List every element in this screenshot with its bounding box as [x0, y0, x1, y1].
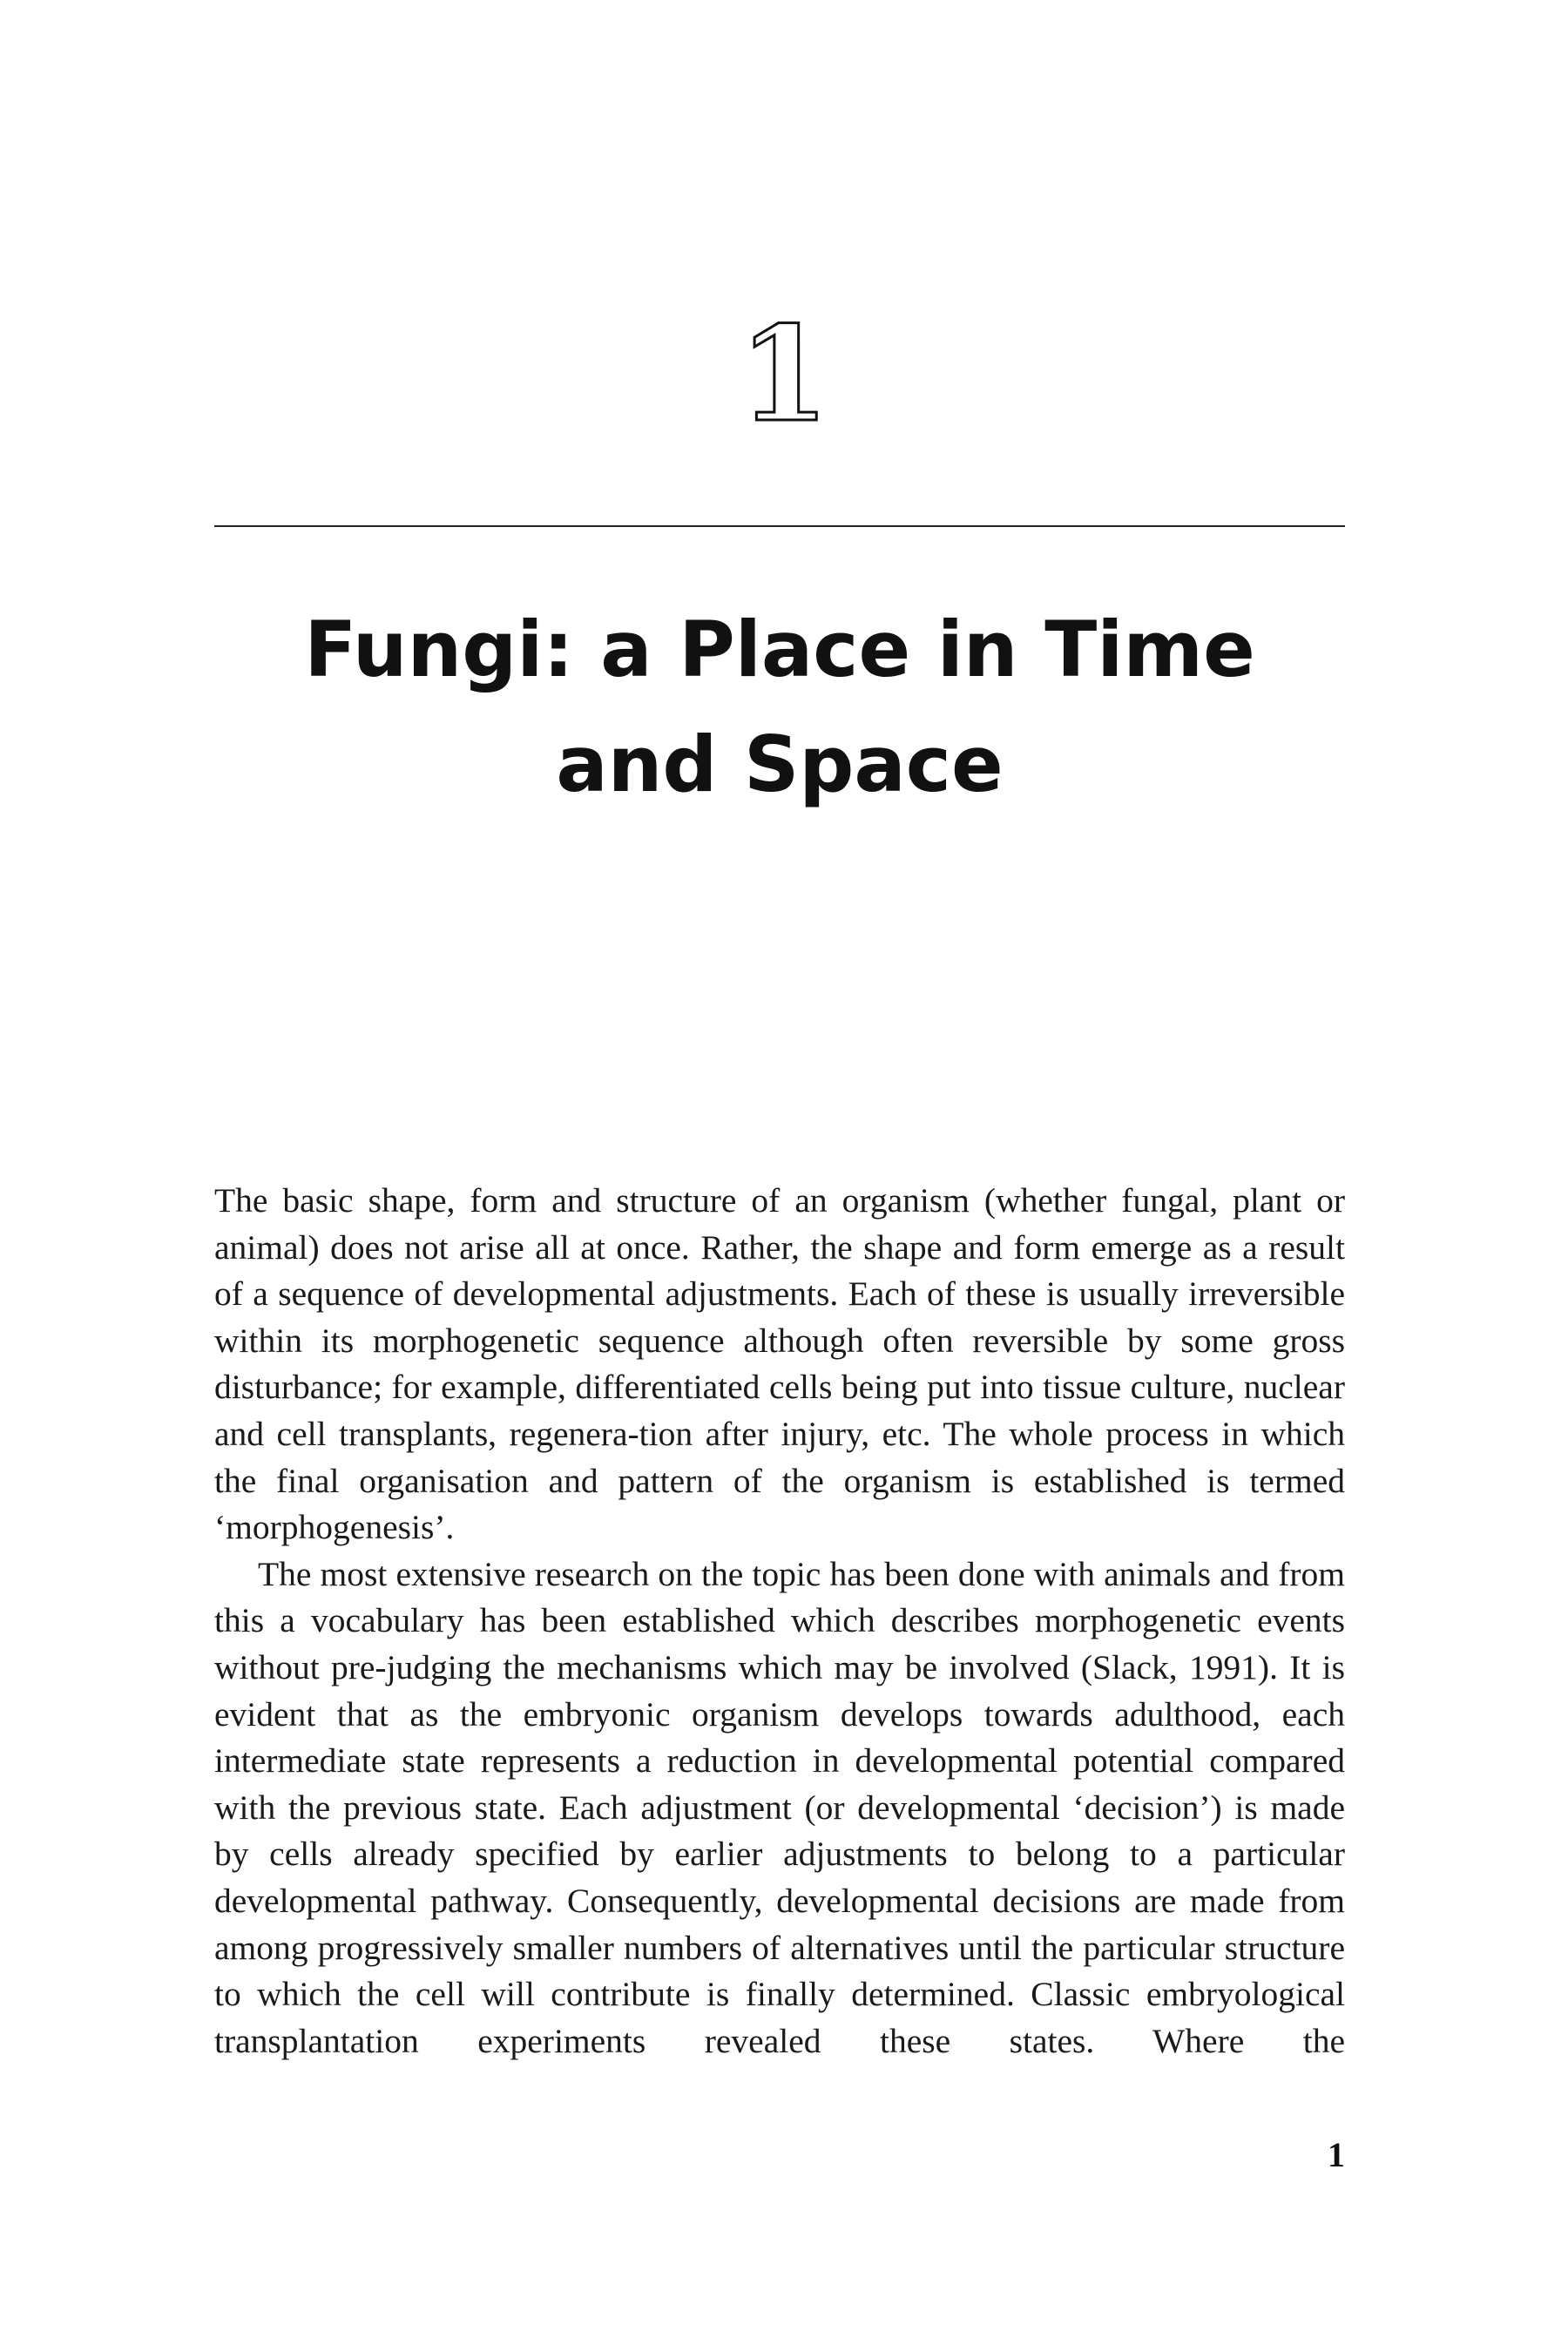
chapter-title: Fungi: a Place in Time and Space	[304, 605, 1255, 809]
page-number: 1	[1328, 2135, 1345, 2174]
paragraph: The most extensive research on the topic has been done with animals and from this a vocabulary has been established which describes morphogenetic events without pre-judging the mechanisms which may be involved (Slack, 1991). It is evident that as the embryonic organism develops towards adulthood, each intermediate state represents a reduction in developmental potential compared with the previous state. Each adjustment (or developmental ‘decision’) is made by cells already specified by earlier adjustments to belong to a particular developmental pathway. Consequently, developmental decisions are made from among progressively smaller numbers of alternatives until the particular structure to which the cell will contribute is finally determined. Classic embryological transplantation experiments revealed these states. Where the	[214, 1554, 1345, 2060]
chapter-rule	[214, 525, 1345, 527]
chapter-number: 1	[738, 298, 830, 451]
body-text	[214, 1178, 1345, 2065]
paragraph: The basic shape, form and structure of an organism (whether fungal, plant or animal) does not arise all at once. Rather, the shape and form emerge as a result of a sequence of developmental adjustments. Each of these is usually irreversible within its morphogenetic sequence although often reversible by some gross disturbance; for example, differentiated cells being put into tissue culture, nuclear and cell transplants, regenera-tion after injury, etc. The whole process in which the final organisation and pattern of the organism is established is termed ‘morphogenesis’.	[214, 1181, 1345, 1547]
